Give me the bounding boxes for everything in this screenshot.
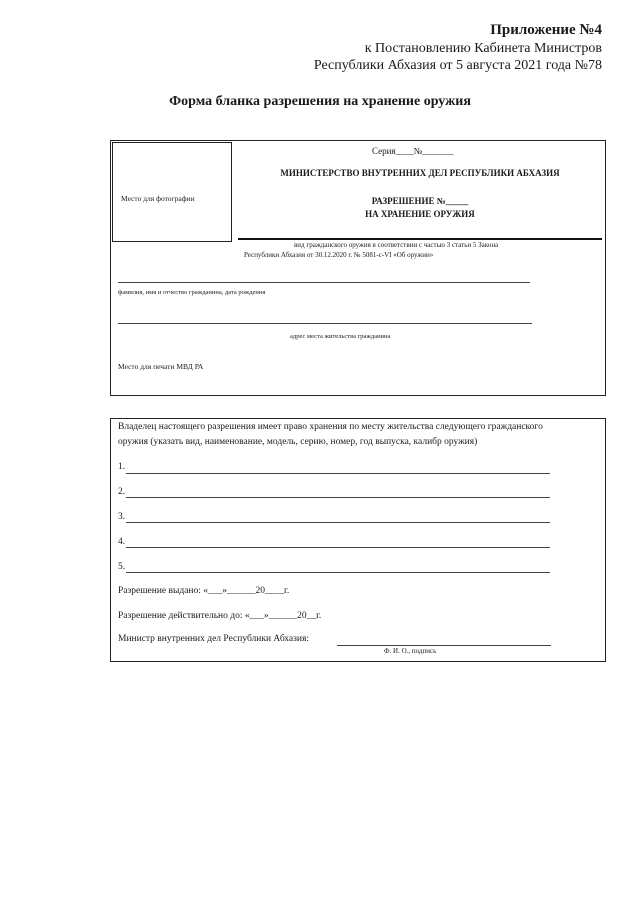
permit-back-box [110,418,606,662]
permit-storage-title: НА ХРАНЕНИЕ ОРУЖИЯ [365,209,475,219]
appendix-number: Приложение №4 [490,22,602,38]
address-line [118,323,532,324]
decree-reference-line-2: Республики Абхазия от 5 августа 2021 года №78 [313,58,602,73]
weapon-type-line [238,238,602,240]
signature-caption: Ф. И. О., подпись [384,647,437,655]
series-number-field: Серия____№_______ [372,146,454,156]
weapon-item-line [126,522,550,523]
name-caption: фамилия, имя и отчество гражданина, дата рождения [118,289,266,296]
name-line [118,282,530,283]
weapon-item-line [126,473,550,474]
weapon-item-number: 4. [118,537,126,547]
weapon-item-line [126,547,550,548]
weapon-type-caption-line-1: вид гражданского оружия в соответствии с частью 3 статьи 5 Закона [294,241,499,249]
photo-label: Место для фотографии [121,194,195,203]
weapon-item-number: 2. [118,487,126,497]
permit-number-title: РАЗРЕШЕНИЕ №_____ [371,196,469,206]
weapon-item-number: 3. [118,512,126,522]
weapon-item-line [126,572,550,573]
issued-date-field: Разрешение выдано: «___»______20____г. [118,586,290,596]
valid-until-field: Разрешение действительно до: «___»______20__г. [118,611,322,621]
ministry-name: МИНИСТЕРСТВО ВНУТРЕННИХ ДЕЛ РЕСПУБЛИКИ АБХАЗИЯ [280,168,560,178]
owner-rights-text-line-1: Владелец настоящего разрешения имеет право хранения по месту жительства следующего гражданского [118,422,543,432]
address-caption: адрес места жительства гражданина [290,333,391,340]
weapon-item-number: 1. [118,462,126,472]
decree-reference-line-1: к Постановлению Кабинета Министров [364,41,602,56]
weapon-item-number: 5. [118,562,126,572]
owner-rights-text-line-2: оружия (указать вид, наименование, модель, серию, номер, год выпуска, калибр оружия) [118,437,478,447]
weapon-item-line [126,497,550,498]
photo-placeholder [112,142,232,242]
weapon-type-caption-line-2: Республики Абхазия от 30.12.2020 г. № 5081-с-VI «Об оружии» [244,251,434,259]
stamp-place-label: Место для печати МВД РА [118,362,204,371]
minister-label: Министр внутренних дел Республики Абхазия: [118,634,309,644]
signature-line [337,645,551,646]
form-title: Форма бланка разрешения на хранение оружия [169,94,471,109]
